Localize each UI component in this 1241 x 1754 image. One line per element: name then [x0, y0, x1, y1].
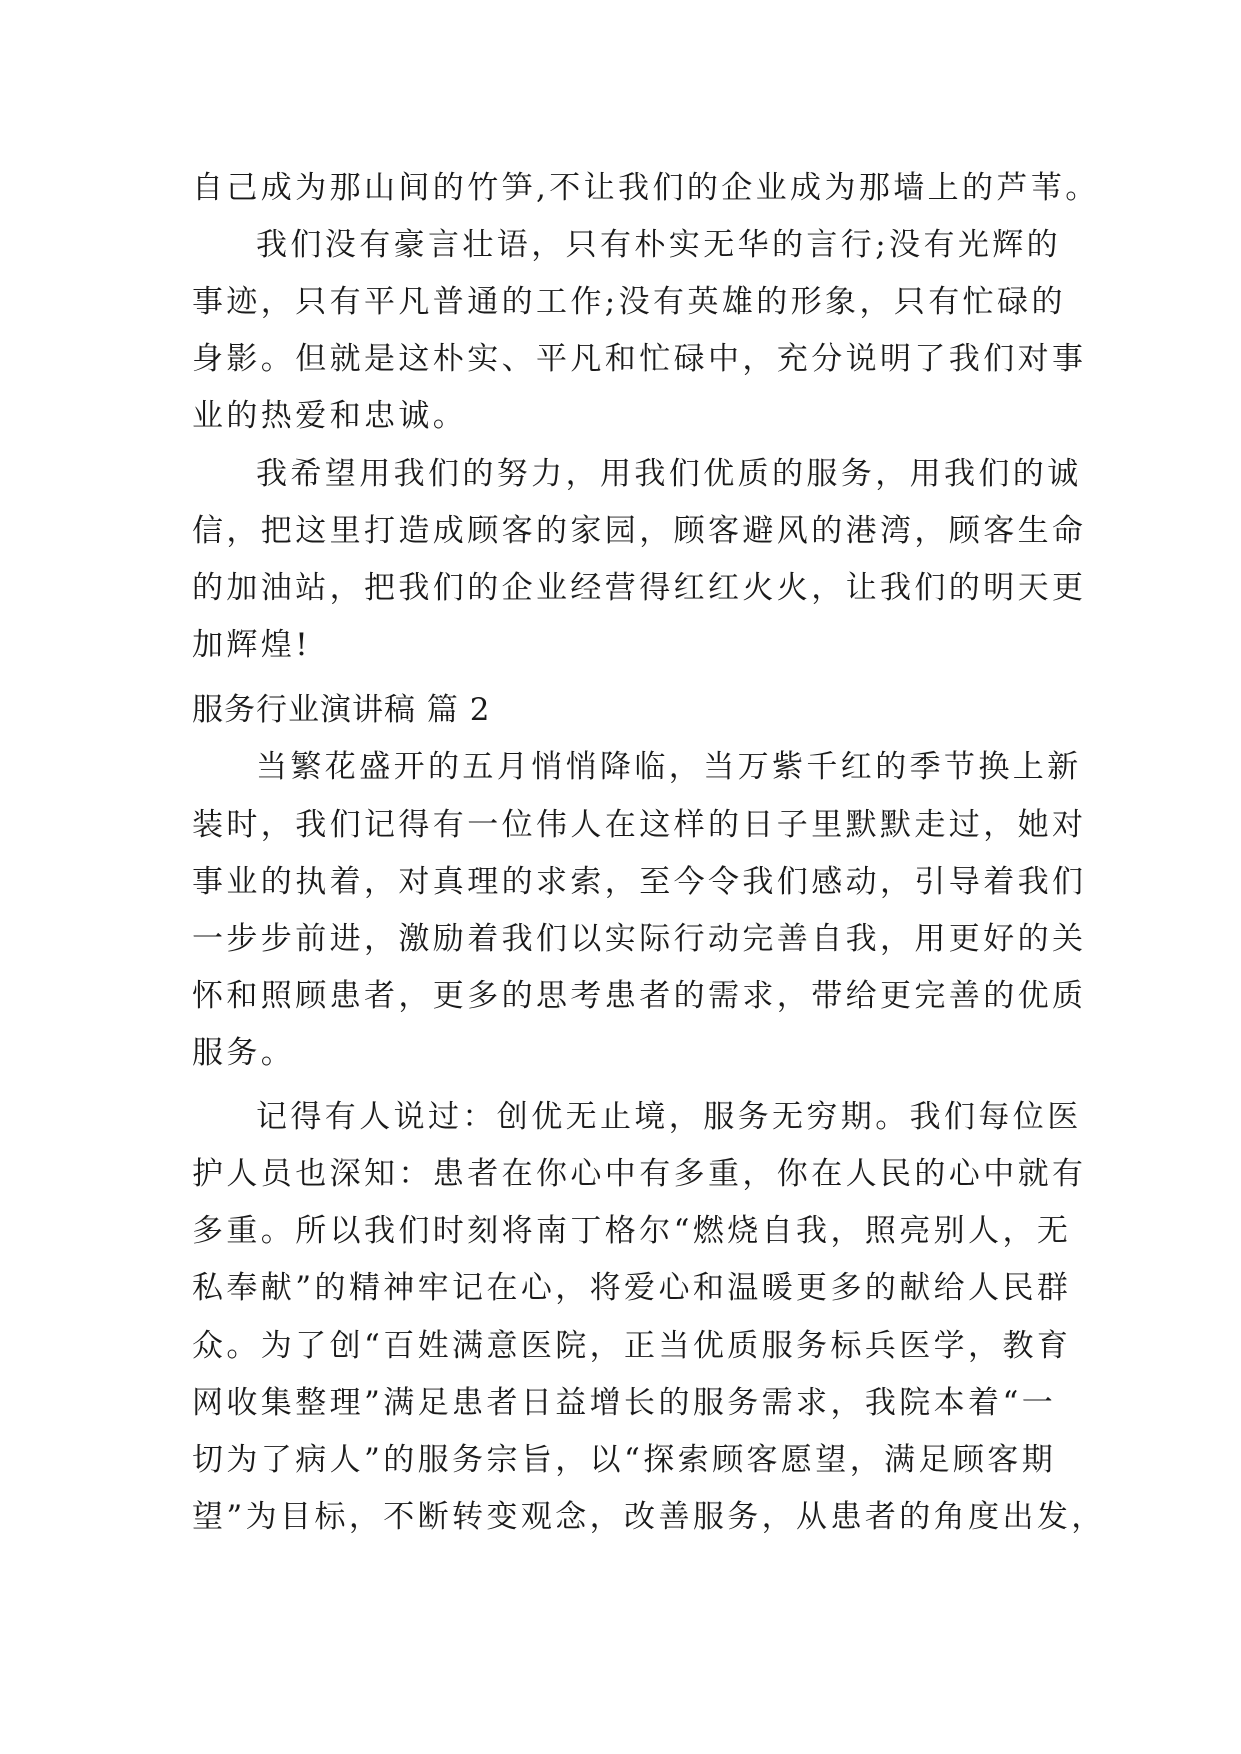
- text-line: 信，把这里打造成顾客的家园，顾客避风的港湾，顾客生命: [192, 513, 1087, 549]
- text-line: 加辉煌!: [192, 627, 312, 663]
- text-line: 事迹，只有平凡普通的工作;没有英雄的形象，只有忙碌的: [192, 284, 1066, 320]
- text-line: 多重。所以我们时刻将南丁格尔“燃烧自我，照亮别人，无: [192, 1213, 1072, 1249]
- text-line: 自己成为那山间的竹笋,不让我们的企业成为那墙上的芦苇。: [192, 170, 1100, 206]
- text-line: 装时，我们记得有一位伟人在这样的日子里默默走过，她对: [192, 807, 1087, 843]
- text-line: 业的热爱和忠诚。: [192, 398, 468, 434]
- text-line: 的加油站，把我们的企业经营得红红火火，让我们的明天更: [192, 570, 1087, 606]
- text-line: 切为了病人”的服务宗旨，以“探索顾客愿望，满足顾客期: [192, 1442, 1057, 1478]
- text-line: 事业的执着，对真理的求索，至今令我们感动，引导着我们: [192, 864, 1087, 900]
- paragraph-first-line: 我希望用我们的努力，用我们优质的服务，用我们的诚: [256, 456, 1082, 492]
- text-line: 身影。但就是这朴实、平凡和忙碌中，充分说明了我们对事: [192, 341, 1087, 377]
- text-line: 网收集整理”满足患者日益增长的服务需求，我院本着“一: [192, 1385, 1057, 1421]
- section-heading: 服务行业演讲稿 篇 2: [192, 692, 491, 728]
- paragraph-first-line: 记得有人说过：创优无止境，服务无穷期。我们每位医: [256, 1099, 1082, 1135]
- text-line: 众。为了创“百姓满意医院，正当优质服务标兵医学，教育: [192, 1328, 1072, 1364]
- text-line: 私奉献”的精神牢记在心，将爱心和温暖更多的献给人民群: [192, 1270, 1072, 1306]
- text-line: 望”为目标，不断转变观念，改善服务，从患者的角度出发，: [192, 1499, 1106, 1535]
- text-line: 护人员也深知：患者在你心中有多重，你在人民的心中就有: [192, 1156, 1087, 1192]
- text-line: 怀和照顾患者，更多的思考患者的需求，带给更完善的优质: [192, 978, 1087, 1014]
- paragraph-first-line: 我们没有豪言壮语，只有朴实无华的言行;没有光辉的: [256, 227, 1062, 263]
- paragraph-first-line: 当繁花盛开的五月悄悄降临，当万紫千红的季节换上新: [256, 749, 1082, 785]
- text-line: 服务。: [192, 1035, 296, 1071]
- text-line: 一步步前进，激励着我们以实际行动完善自我，用更好的关: [192, 921, 1087, 957]
